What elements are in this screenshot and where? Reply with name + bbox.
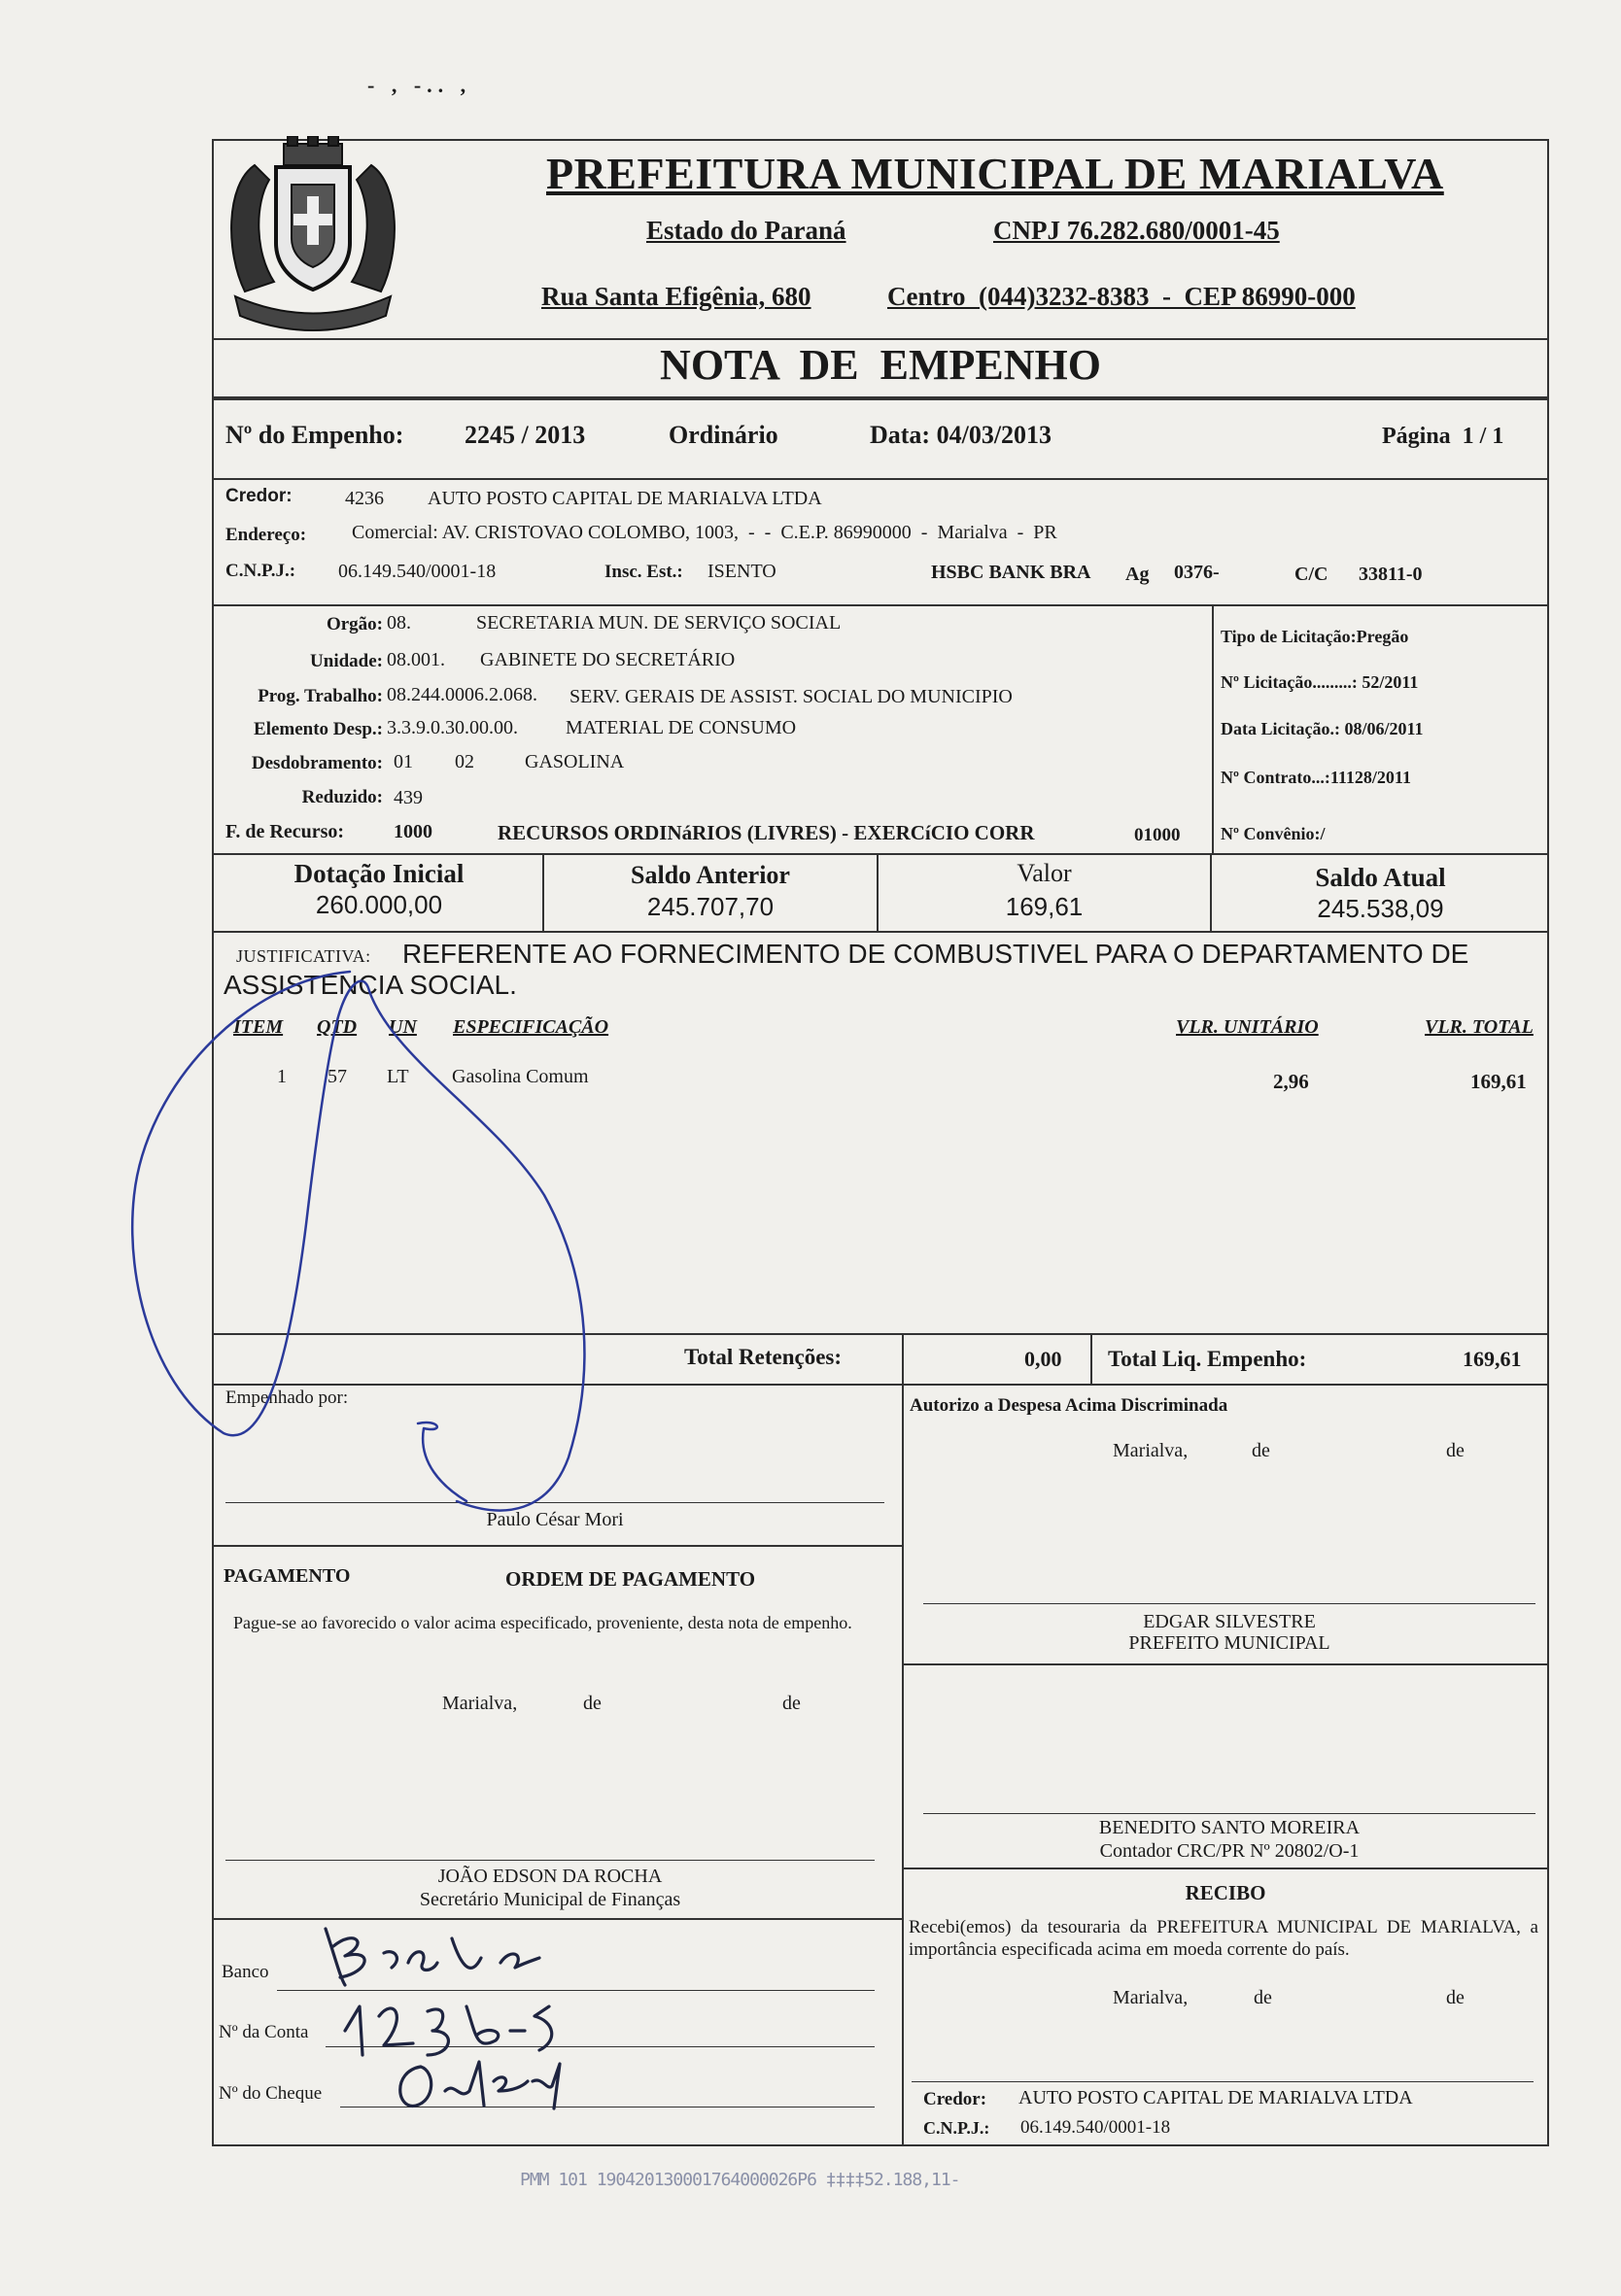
- agency-value: 0376-: [1174, 562, 1220, 583]
- data-licitacao: Data Licitação.: 08/06/2011: [1221, 719, 1424, 738]
- unidade-code: 08.001.: [387, 649, 445, 670]
- col-vlr-unitario: VLR. UNITÁRIO: [1176, 1016, 1319, 1038]
- recibo-credor-name: AUTO POSTO CAPITAL DE MARIALVA LTDA: [1018, 2087, 1413, 2108]
- item-total-price: 169,61: [1470, 1070, 1527, 1093]
- recurso-name: RECURSOS ORDINáRIOS (LIVRES) - EXERCíCIO CORR: [498, 821, 1035, 844]
- col-especificacao: ESPECIFICAÇÃO: [453, 1016, 609, 1038]
- prog-trabalho-name: SERV. GERAIS DE ASSIST. SOCIAL DO MUNICIPIO: [569, 686, 1013, 707]
- prefeito-name: EDGAR SILVESTRE: [1143, 1611, 1316, 1632]
- contador-name: BENEDITO SANTO MOREIRA: [1098, 1817, 1361, 1838]
- elemento-label: Elemento Desp.:: [254, 719, 383, 739]
- document-title: NOTA DE EMPENHO: [660, 341, 1101, 389]
- recibo-de-2: de: [1446, 1987, 1465, 2008]
- dotacao-inicial-value: 260.000,00: [315, 890, 443, 919]
- saldo-atual-label: Saldo Atual: [1315, 863, 1446, 892]
- item-unit: LT: [387, 1066, 409, 1087]
- credor-cnpj-label: C.N.P.J.:: [225, 561, 296, 581]
- top-marks: - , -.. ,: [367, 73, 472, 97]
- agency-label: Ag: [1125, 564, 1150, 585]
- item-description: Gasolina Comum: [452, 1066, 589, 1087]
- saldo-anterior-label: Saldo Anterior: [631, 861, 790, 889]
- desdobramento-label: Desdobramento:: [251, 753, 383, 773]
- credor-address-label: Endereço:: [225, 525, 307, 545]
- desdobramento-a: 01: [394, 751, 413, 772]
- credor-name: AUTO POSTO CAPITAL DE MARIALVA LTDA: [428, 488, 822, 509]
- total-liquido-value: 169,61: [1463, 1347, 1522, 1371]
- unidade-name: GABINETE DO SECRETÁRIO: [480, 649, 736, 670]
- pagamento-de-2: de: [782, 1693, 801, 1714]
- recurso-label: F. de Recurso:: [225, 821, 345, 842]
- autorizo-de-1: de: [1252, 1440, 1270, 1461]
- col-item: ITEM: [233, 1016, 284, 1038]
- item-number: 1: [277, 1066, 287, 1087]
- header-address: Rua Santa Efigênia, 680: [541, 282, 811, 311]
- recibo-text: Recebi(emos) da tesouraria da PREFEITURA MUNICIPAL DE MARIALVA, a importância especificada acima em moeda corrente do país.: [909, 1917, 1538, 1960]
- account-label: C/C: [1294, 564, 1328, 585]
- col-vlr-total: VLR. TOTAL: [1425, 1016, 1534, 1038]
- secretario-title: Secretário Municipal de Finanças: [419, 1889, 681, 1910]
- page-counter: Página 1 / 1: [1382, 424, 1504, 449]
- recibo-cnpj-value: 06.149.540/0001-18: [1020, 2117, 1171, 2138]
- reduzido-value: 439: [394, 787, 423, 808]
- autorizo-label: Autorizo a Despesa Acima Discriminada: [910, 1395, 1228, 1416]
- pagamento-label: PAGAMENTO: [224, 1565, 351, 1587]
- state-label: Estado do Paraná: [646, 216, 846, 245]
- numero-convenio: Nº Convênio:/: [1221, 824, 1326, 843]
- orgao-label: Orgão:: [326, 614, 383, 634]
- item-qtd: 57: [328, 1066, 347, 1087]
- empenho-date: Data: 04/03/2013: [870, 421, 1052, 449]
- autorizo-de-2: de: [1446, 1440, 1465, 1461]
- ordem-pagamento-label: ORDEM DE PAGAMENTO: [505, 1567, 756, 1591]
- prog-trabalho-label: Prog. Trabalho:: [258, 686, 383, 706]
- prog-trabalho-code: 08.244.0006.2.068.: [387, 684, 537, 705]
- valor-label: Valor: [1017, 859, 1072, 887]
- reduzido-label: Reduzido:: [301, 787, 383, 807]
- dotacao-inicial-label: Dotação Inicial: [293, 859, 465, 888]
- elemento-code: 3.3.9.0.30.00.00.: [387, 717, 518, 738]
- orgao-code: 08.: [387, 612, 411, 634]
- item-unit-price: 2,96: [1273, 1070, 1309, 1093]
- desdobramento-b: 02: [455, 751, 474, 772]
- orgao-name: SECRETARIA MUN. DE SERVIÇO SOCIAL: [476, 612, 842, 634]
- col-un: UN: [389, 1016, 417, 1038]
- pagamento-de-1: de: [583, 1693, 602, 1714]
- recibo-de-1: de: [1254, 1987, 1272, 2008]
- recibo-cnpj-label: C.N.P.J.:: [923, 2118, 990, 2138]
- insc-est-label: Insc. Est.:: [604, 562, 683, 582]
- empenho-type: Ordinário: [669, 421, 778, 449]
- header-contact: Centro (044)3232-8383 - CEP 86990-000: [887, 282, 1356, 311]
- elemento-name: MATERIAL DE CONSUMO: [566, 717, 797, 738]
- justificativa-line-2: ASSISTENCIA SOCIAL.: [224, 970, 517, 1000]
- saldo-anterior-value: 245.707,70: [646, 892, 775, 921]
- credor-code: 4236: [345, 488, 384, 509]
- total-liquido-label: Total Liq. Empenho:: [1108, 1347, 1307, 1371]
- prefeito-title: PREFEITO MUNICIPAL: [1128, 1632, 1330, 1654]
- account-value: 33811-0: [1359, 564, 1423, 585]
- credor-address: Comercial: AV. CRISTOVAO COLOMBO, 1003, - - C.E.P. 86990000 - Marialva - PR: [352, 522, 1057, 543]
- banco-label: Banco: [222, 1962, 269, 1982]
- justificativa-line-1: REFERENTE AO FORNECIMENTO DE COMBUSTIVEL PARA O DEPARTAMENTO DE: [402, 939, 1469, 969]
- conta-label: Nº da Conta: [219, 2022, 309, 2042]
- empenhado-name: Paulo César Mori: [486, 1509, 624, 1530]
- credor-cnpj: 06.149.540/0001-18: [338, 561, 497, 582]
- empenhado-label: Empenhado por:: [225, 1388, 349, 1408]
- col-qtd: QTD: [317, 1016, 358, 1038]
- recibo-title: RECIBO: [1185, 1881, 1266, 1904]
- pagamento-text: Pague-se ao favorecido o valor acima especificado, proveniente, desta nota de empenho.: [233, 1613, 852, 1632]
- total-retencoes-label: Total Retenções:: [684, 1345, 843, 1369]
- autorizo-place: Marialva,: [1113, 1440, 1189, 1461]
- secretario-name: JOÃO EDSON DA ROCHA: [437, 1866, 663, 1887]
- footer-code: PMM 101 190420130001764000026P6 ‡‡‡‡52.188,11-: [520, 2170, 960, 2190]
- tipo-licitacao: Tipo de Licitação:Pregão: [1221, 627, 1409, 646]
- recurso-code-2: 01000: [1134, 825, 1181, 845]
- pagamento-place: Marialva,: [442, 1693, 518, 1714]
- credor-label: Credor:: [225, 486, 293, 506]
- total-retencoes-value: 0,00: [1024, 1347, 1062, 1371]
- bank-name: HSBC BANK BRA: [931, 562, 1091, 583]
- header-cnpj: CNPJ 76.282.680/0001-45: [993, 216, 1280, 245]
- unidade-label: Unidade:: [310, 651, 383, 671]
- empenho-number-label: Nº do Empenho:: [225, 421, 404, 449]
- numero-licitacao: Nº Licitação.........: 52/2011: [1221, 672, 1419, 692]
- justificativa-label: JUSTIFICATIVA:: [236, 946, 371, 966]
- contador-title: Contador CRC/PR Nº 20802/O-1: [1099, 1840, 1360, 1862]
- numero-contrato: Nº Contrato...:11128/2011: [1221, 768, 1411, 787]
- empenho-number: 2245 / 2013: [465, 421, 586, 449]
- recurso-code: 1000: [394, 821, 432, 842]
- desdobramento-name: GASOLINA: [525, 751, 625, 772]
- municipality-title: PREFEITURA MUNICIPAL DE MARIALVA: [546, 149, 1444, 198]
- saldo-atual-value: 245.538,09: [1317, 894, 1444, 923]
- insc-est-value: ISENTO: [707, 561, 776, 582]
- recibo-place: Marialva,: [1113, 1987, 1189, 2008]
- valor-value: 169,61: [1005, 892, 1084, 921]
- recibo-credor-label: Credor:: [923, 2089, 987, 2109]
- municipal-coat-of-arms-icon: [216, 136, 410, 335]
- cheque-label: Nº do Cheque: [219, 2083, 323, 2104]
